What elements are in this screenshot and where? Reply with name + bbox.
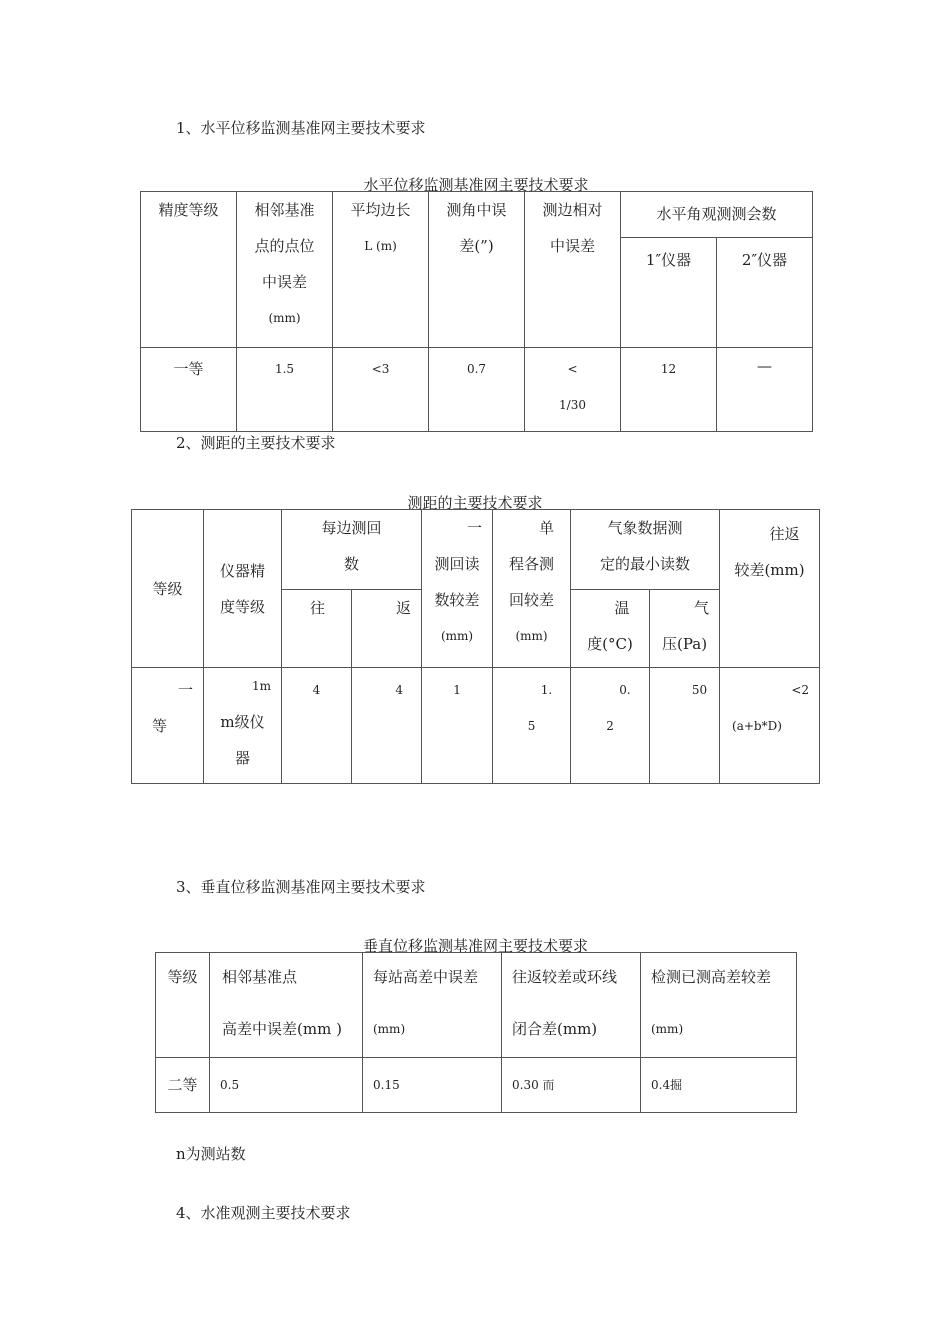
row-avg-side: <3 (333, 348, 429, 432)
row-check-diff: 0.4掘 (641, 1058, 797, 1113)
header-inst1: 1″仪器 (621, 238, 717, 348)
horizontal-displacement-table (140, 191, 813, 432)
header-avg-side: 平均边长 L (m) (333, 192, 429, 348)
row-point-error: 1.5 (237, 348, 333, 432)
section2-heading: 2、测距的主要技术要求 (176, 434, 336, 452)
header-weather: 气象数据测 定的最小读数 (571, 510, 720, 590)
header-temp: 温 度(°C) (571, 590, 650, 668)
row-round-trip: <2 (a+b*D) (720, 668, 820, 784)
header-back: 返 (352, 590, 422, 668)
row-back: 4 (352, 668, 422, 784)
table2-caption: 测距的主要技术要求 (407, 494, 543, 512)
header-angle-error: 测角中误 差(”) (429, 192, 525, 348)
row-inst1: 12 (621, 348, 717, 432)
row-one-way-diff: 1. 5 (493, 668, 571, 784)
section3-heading: 3、垂直位移监测基准网主要技术要求 (176, 878, 426, 896)
header-read-diff: 一 测回读 数较差 (mm) (422, 510, 493, 668)
header-point-error: 相邻基准 点的点位 中误差 (mm) (237, 192, 333, 348)
section1-heading: 1、水平位移监测基准网主要技术要求 (176, 119, 426, 137)
row-grade: 二等 (156, 1058, 210, 1113)
row-inst2: — (717, 348, 813, 432)
header-forward: 往 (282, 590, 352, 668)
row-grade: 一等 (141, 348, 237, 432)
distance-measurement-table (131, 509, 820, 784)
section4-heading: 4、水准观测主要技术要求 (176, 1204, 351, 1222)
header-loop-diff: 往返较差或环线 闭合差(mm) (502, 953, 641, 1058)
header-dist-rel-error: 测边相对 中误差 (525, 192, 621, 348)
header-inst-precision: 仪器精 度等级 (204, 510, 282, 668)
vertical-displacement-table (155, 952, 797, 1113)
header-check-diff: 检测已测高差较差 (mm) (641, 953, 797, 1058)
header-horiz-angle: 水平角观测测会数 (621, 192, 813, 238)
header-inst2: 2″仪器 (717, 238, 813, 348)
header-grade: 精度等级 (141, 192, 237, 348)
row-inst-precision: 1m m级仪 器 (204, 668, 282, 784)
table3-caption: 垂直位移监测基准网主要技术要求 (362, 937, 588, 955)
header-rounds: 每边测回 数 (282, 510, 422, 590)
row-dist-rel-error: < 1/30 (525, 348, 621, 432)
row-angle-error: 0.7 (429, 348, 525, 432)
row-pressure: 50 (650, 668, 720, 784)
row-read-diff: 1 (422, 668, 493, 784)
station-count-note: n为测站数 (176, 1145, 246, 1163)
row-loop-diff: 0.30 而 (502, 1058, 641, 1113)
header-station-error: 每站高差中误差 (mm) (363, 953, 502, 1058)
row-height-error: 0.5 (210, 1058, 363, 1113)
row-grade: 一 等 (132, 668, 204, 784)
header-grade: 等级 (156, 953, 210, 1058)
header-grade: 等级 (132, 510, 204, 668)
header-one-way-diff: 单 程各测 回较差 (mm) (493, 510, 571, 668)
row-temp: 0. 2 (571, 668, 650, 784)
row-station-error: 0.15 (363, 1058, 502, 1113)
header-pressure: 气 压(Pa) (650, 590, 720, 668)
header-height-error: 相邻基准点 高差中误差(mm ) (210, 953, 363, 1058)
header-round-trip: 往返 较差(mm) (720, 510, 820, 668)
table1-caption: 水平位移监测基准网主要技术要求 (363, 176, 589, 194)
row-forward: 4 (282, 668, 352, 784)
